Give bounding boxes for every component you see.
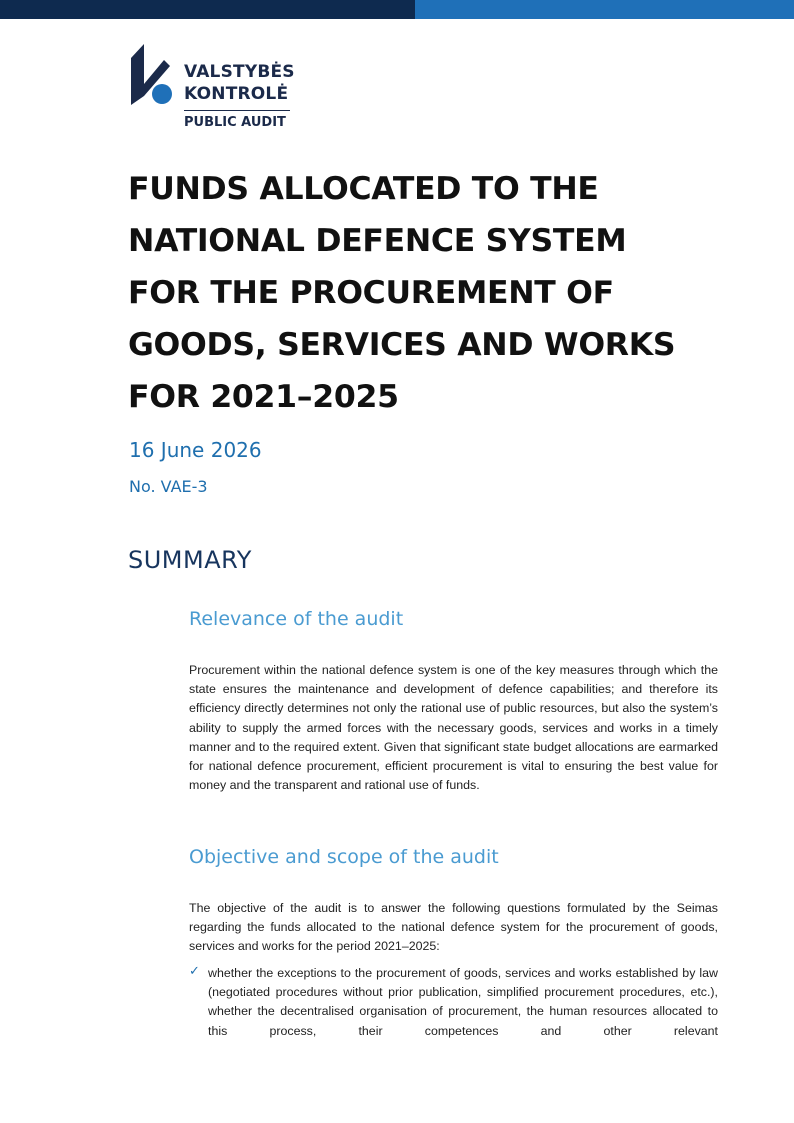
list-item-text: whether the exceptions to the procurement of goods, services and works established by law (negotiated procedures without prior publication, simplified procurement procedures, etc.), whether the decentralised organisation of procurement, the human resources allocated to this process, their competences and other relevant xyxy=(208,966,718,1038)
section-title-objective: Objective and scope of the audit xyxy=(189,846,499,868)
section-title-relevance: Relevance of the audit xyxy=(189,608,404,630)
logo-text-line-2: KONTROLĖ xyxy=(184,84,289,104)
logo-divider xyxy=(184,110,290,111)
logo-text-line-1: VALSTYBĖS xyxy=(184,62,295,82)
objective-paragraph: The objective of the audit is to answer the following questions formulated by the Seimas regarding the funds allocated to the national defence system for the procurement of goods, services and works for the period 2021–2025: xyxy=(189,901,718,954)
top-bar-blue-segment xyxy=(415,0,794,19)
organization-logo xyxy=(130,44,310,136)
summary-heading: SUMMARY xyxy=(128,546,252,574)
relevance-paragraph: Procurement within the national defence system is one of the key measures through which the state ensures the maintenance and development of defence capabilities; and therefore its efficiency directly determines not only the rational use of public resources, but also the system’s ability to supply the armed forces with the necessary goods, services and works in a timely manner and to the required extent. Given that significant state budget allocations are earmarked for national defence procurement, efficient procurement is vital to ensuring the best value for money and the transparent and rational use of funds. xyxy=(189,663,718,793)
top-color-bar xyxy=(0,0,794,19)
logo-subtitle: PUBLIC AUDIT xyxy=(184,115,286,130)
checkmark-icon: ✓ xyxy=(189,964,200,979)
report-date: 16 June 2026 xyxy=(129,438,262,462)
report-number: No. VAE-3 xyxy=(129,477,208,496)
report-title: FUNDS ALLOCATED TO THE NATIONAL DEFENCE SYSTEM FOR THE PROCUREMENT OF GOODS, SERVICES AND WORKS FOR 2021–2025 xyxy=(128,171,676,415)
list-item xyxy=(189,964,718,1039)
top-bar-dark-segment xyxy=(0,0,415,19)
valstybes-kontrole-logo-icon xyxy=(130,44,182,108)
